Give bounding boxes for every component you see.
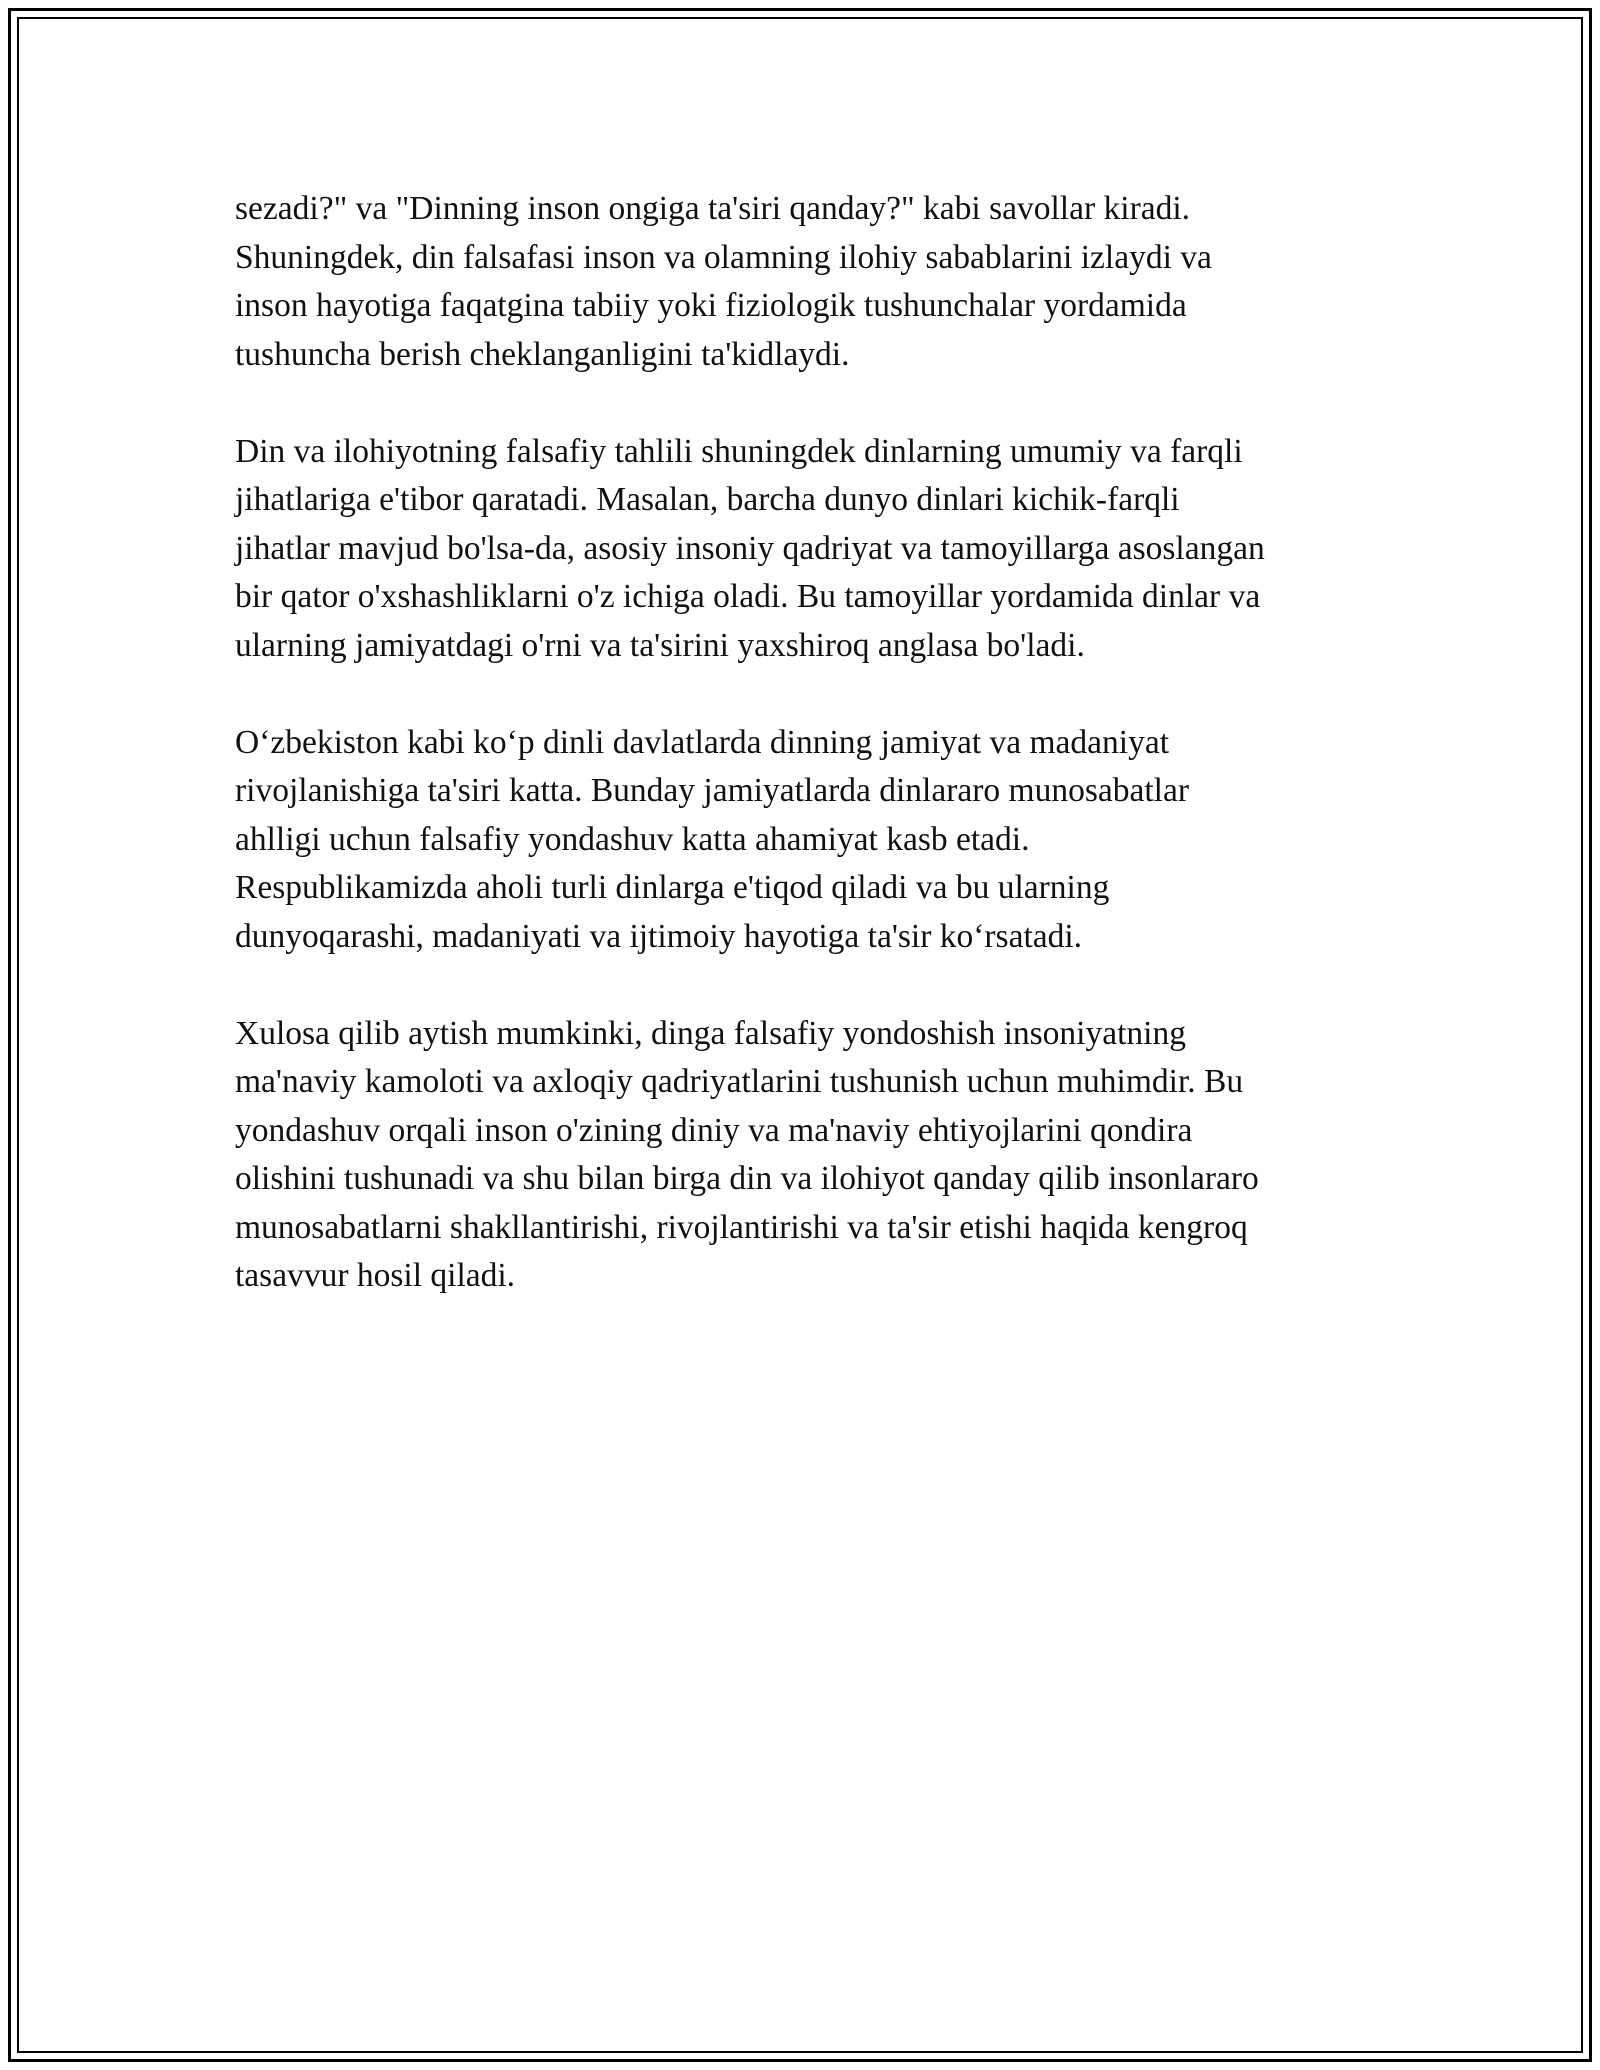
document-body bbox=[235, 185, 1385, 1349]
text-line: rivojlanishiga ta'siri katta. Bunday jamiyatlarda dinlararo munosabatlar bbox=[235, 772, 1189, 809]
text-line: ularning jamiyatdagi o'rni va ta'sirini yaxshiroq anglasa bo'ladi. bbox=[235, 626, 1085, 664]
text-line: jihatlar mavjud bo'lsa-da, asosiy insoniy qadriyat va tamoyillarga asoslangan bbox=[235, 529, 1265, 567]
text-line: jihatlariga e'tibor qaratadi. Masalan, barcha dunyo dinlari kichik-farqli bbox=[235, 481, 1180, 518]
text-line: tushuncha berish cheklanganligini ta'kidlaydi. bbox=[235, 335, 850, 373]
text-line: ma'naviy kamoloti va axloqiy qadriyatlarini tushunish uchun muhimdir. Bu bbox=[235, 1063, 1244, 1100]
text-line: bir qator o'xshashliklarni o'z ichiga oladi. Bu tamoyillar yordamida dinlar va bbox=[235, 578, 1261, 615]
text-line: O‘zbekiston kabi ko‘p dinli davlatlarda dinning jamiyat va madaniyat bbox=[235, 723, 1170, 761]
paragraph-2 bbox=[235, 428, 1385, 671]
text-line: munosabatlarni shakllantirishi, rivojlantirishi va ta'sir etishi haqida kengroq bbox=[235, 1208, 1248, 1246]
paragraph-1 bbox=[235, 185, 1385, 379]
text-line: yondashuv orqali inson o'zining diniy va ma'naviy ehtiyojlarini qondira bbox=[235, 1111, 1193, 1149]
text-line: Respublikamizda aholi turli dinlarga e'tiqod qiladi va bu ularning bbox=[235, 869, 1110, 906]
text-line: ahlligi uchun falsafiy yondashuv katta ahamiyat kasb etadi. bbox=[235, 820, 1030, 858]
text-line: dunyoqarashi, madaniyati va ijtimoiy hayotiga ta'sir ko‘rsatadi. bbox=[235, 917, 1083, 955]
text-line: olishini tushunadi va shu bilan birga din va ilohiyot qanday qilib insonlararo bbox=[235, 1160, 1259, 1197]
text-line: sezadi?" va "Dinning inson ongiga ta'siri qanday?" kabi savollar kiradi. bbox=[235, 190, 1191, 227]
text-line: Shuningdek, din falsafasi inson va olamning ilohiy sabablarini izlaydi va bbox=[235, 238, 1212, 276]
text-line: tasavvur hosil qiladi. bbox=[235, 1257, 516, 1294]
paragraph-3 bbox=[235, 719, 1385, 962]
paragraph-4 bbox=[235, 1010, 1385, 1301]
text-line: inson hayotiga faqatgina tabiiy yoki fiziologik tushunchalar yordamida bbox=[235, 287, 1187, 324]
text-line: Xulosa qilib aytish mumkinki, dinga falsafiy yondoshish insoniyatning bbox=[235, 1014, 1186, 1052]
text-line: Din va ilohiyotning falsafiy tahlili shuningdek dinlarning umumiy va farqli bbox=[235, 432, 1243, 470]
